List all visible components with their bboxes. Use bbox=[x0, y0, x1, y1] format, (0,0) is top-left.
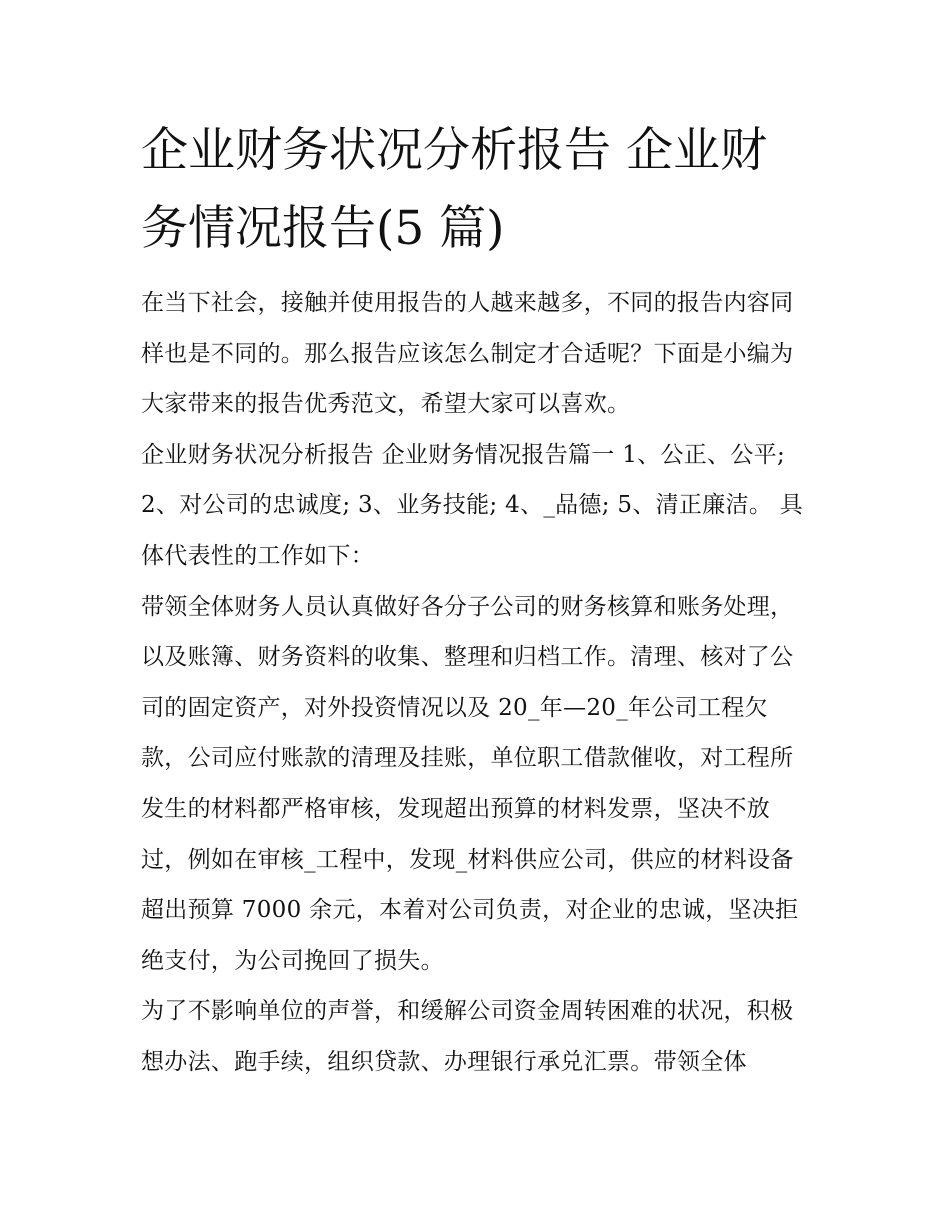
title-spacer bbox=[141, 268, 813, 278]
section-one-paragraph: 企业财务状况分析报告 企业财务情况报告篇一 1、公正、公平; 2、对公司的忠诚度; 3、业务技能; 4、_品德; 5、清正廉洁。 具体代表性的工作如下： bbox=[141, 441, 804, 569]
work-details-paragraph: 带领全体财务人员认真做好各分子公司的财务核算和账务处理，以及账簿、财务资料的收集、整理和归档工作。清理、核对了公司的固定资产，对外投资情况以及 20_年—20_年公司工程欠款，公司应付账款的清理及挂账，单位职工借款催收，对工程所发生的材料都严格审核，发现超出预算的材料发票，坚决不放过，例如在审核_工程中，发现_材料供应公司，供应的材料设备超出预算 7000 余元，本着对公司负责，对企业的忠诚，坚决拒绝支付，为公司挽回了损失。 bbox=[141, 593, 799, 974]
document-body bbox=[141, 112, 813, 1088]
funding-paragraph: 为了不影响单位的声誉，和缓解公司资金周转困难的状况，积极想办法、跑手续，组织贷款、办理银行承兑汇票。带领全体 bbox=[141, 998, 794, 1075]
intro-paragraph: 在当下社会，接触并使用报告的人越来越多，不同的报告内容同样也是不同的。那么报告应该怎么制定才合适呢？下面是小编为大家带来的报告优秀范文，希望大家可以喜欢。 bbox=[141, 290, 794, 418]
document-title: 企业财务状况分析报告 企业财务情况报告(5 篇) bbox=[141, 123, 767, 256]
